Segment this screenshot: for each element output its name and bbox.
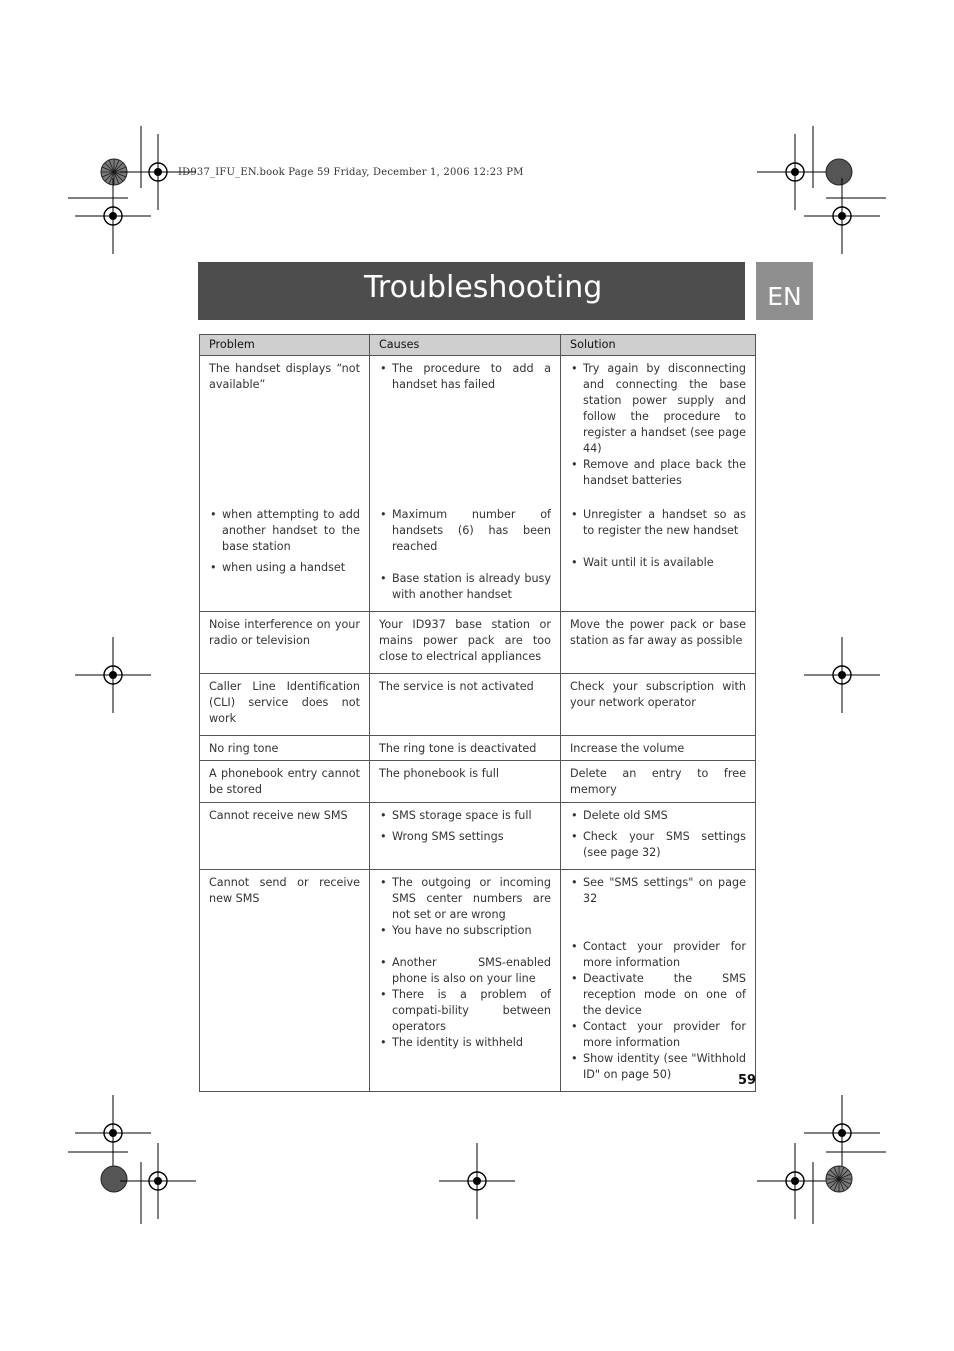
table-row xyxy=(200,612,756,674)
solution-item: • Wait until it is available xyxy=(570,555,746,571)
problem-cell: Caller Line Identification (CLI) service does not work xyxy=(200,674,370,736)
cause-item: • There is a problem of compati-bility between operators xyxy=(379,987,551,1035)
cause-item: • The identity is withheld xyxy=(379,1035,551,1051)
solution-cell: Increase the volume xyxy=(561,736,756,761)
causes-cell: The ring tone is deactivated xyxy=(370,736,561,761)
cause-item: • The outgoing or incoming SMS center numbers are not set or are wrong xyxy=(379,875,551,923)
solution-item: • Unregister a handset so as to register the new handset xyxy=(570,507,746,539)
problem-item: • when attempting to add another handset to the base station xyxy=(209,507,360,555)
problem-cell xyxy=(200,356,370,504)
registration-mark-icon xyxy=(804,1095,880,1171)
table-header-row xyxy=(200,335,756,356)
solution-item: • Show identity (see "Withhold ID" on page 50) xyxy=(570,1051,746,1083)
solution-cell: Delete an entry to free memory xyxy=(561,761,756,803)
solution-item: • Delete old SMS xyxy=(570,808,746,824)
table-row xyxy=(200,870,756,1092)
solution-cell xyxy=(561,356,756,504)
solution-cell: Move the power pack or base station as far away as possible xyxy=(561,612,756,674)
cause-item: • You have no subscription xyxy=(379,923,551,939)
solution-item: • Check your SMS settings (see page 32) xyxy=(570,829,746,861)
language-tab xyxy=(756,262,813,320)
causes-cell: Your ID937 base station or mains power pack are too close to electrical appliances xyxy=(370,612,561,674)
problem-text: The handset displays “not available” xyxy=(209,362,360,391)
problem-item: • when using a handset xyxy=(209,560,360,576)
solution-cell xyxy=(561,803,756,870)
registration-mark-icon xyxy=(75,178,151,254)
causes-cell xyxy=(370,356,561,504)
dark-target-icon xyxy=(826,159,852,185)
solution-item: • Contact your provider for more information xyxy=(570,939,746,971)
title-banner xyxy=(198,262,745,320)
table-row xyxy=(200,736,756,761)
solution-item: • Deactivate the SMS reception mode on one of the device xyxy=(570,971,746,1019)
troubleshooting-table xyxy=(199,334,756,1092)
cause-item: • Maximum number of handsets (6) has been reached xyxy=(379,507,551,555)
problem-cell: Noise interference on your radio or television xyxy=(200,612,370,674)
solution-cell xyxy=(561,503,756,612)
dark-target-icon xyxy=(101,1166,127,1192)
table-row xyxy=(200,761,756,803)
column-header-solution: Solution xyxy=(561,335,756,356)
registration-mark-icon xyxy=(757,1143,833,1219)
problem-cell: Cannot receive new SMS xyxy=(200,803,370,870)
problem-cell: Cannot send or receive new SMS xyxy=(200,870,370,1092)
registration-mark-icon xyxy=(75,637,151,713)
table-row xyxy=(200,356,756,504)
cause-item: • Base station is already busy with another handset xyxy=(379,571,551,603)
causes-cell xyxy=(370,870,561,1092)
causes-cell: The phonebook is full xyxy=(370,761,561,803)
cause-item: • Another SMS-enabled phone is also on your line xyxy=(379,955,551,987)
cause-item: • SMS storage space is full xyxy=(379,808,551,824)
solution-item: • Remove and place back the handset batteries xyxy=(570,457,746,489)
solution-item: • See "SMS settings" on page 32 xyxy=(570,875,746,907)
table-row xyxy=(200,503,756,612)
registration-mark-icon xyxy=(439,1143,515,1219)
cause-item: • The procedure to add a handset has failed xyxy=(379,361,551,393)
registration-mark-icon xyxy=(804,637,880,713)
problem-cell: A phonebook entry cannot be stored xyxy=(200,761,370,803)
registration-mark-icon xyxy=(120,1143,196,1219)
column-header-problem: Problem xyxy=(200,335,370,356)
problem-cell: No ring tone xyxy=(200,736,370,761)
causes-cell xyxy=(370,503,561,612)
star-target-icon xyxy=(826,1166,852,1192)
solution-item: • Try again by disconnecting and connecting the base station power supply and follow the procedure to register a handset (see page 44) xyxy=(570,361,746,457)
registration-mark-icon xyxy=(75,1095,151,1171)
table-row xyxy=(200,803,756,870)
solution-cell: Check your subscription with your network operator xyxy=(561,674,756,736)
solution-item: • Contact your provider for more information xyxy=(570,1019,746,1051)
column-header-causes: Causes xyxy=(370,335,561,356)
language-code: EN xyxy=(767,282,802,311)
registration-mark-icon xyxy=(757,134,833,210)
cause-item: • Wrong SMS settings xyxy=(379,829,551,845)
problem-cell xyxy=(200,503,370,612)
causes-cell: The service is not activated xyxy=(370,674,561,736)
causes-cell xyxy=(370,803,561,870)
page-title: Troubleshooting xyxy=(364,270,603,305)
page-number: 59 xyxy=(738,1073,757,1088)
table-row xyxy=(200,674,756,736)
registration-mark-icon xyxy=(804,178,880,254)
print-slug: ID937_IFU_EN.book Page 59 Friday, December 1, 2006 12:23 PM xyxy=(178,167,524,178)
solution-cell xyxy=(561,870,756,1092)
